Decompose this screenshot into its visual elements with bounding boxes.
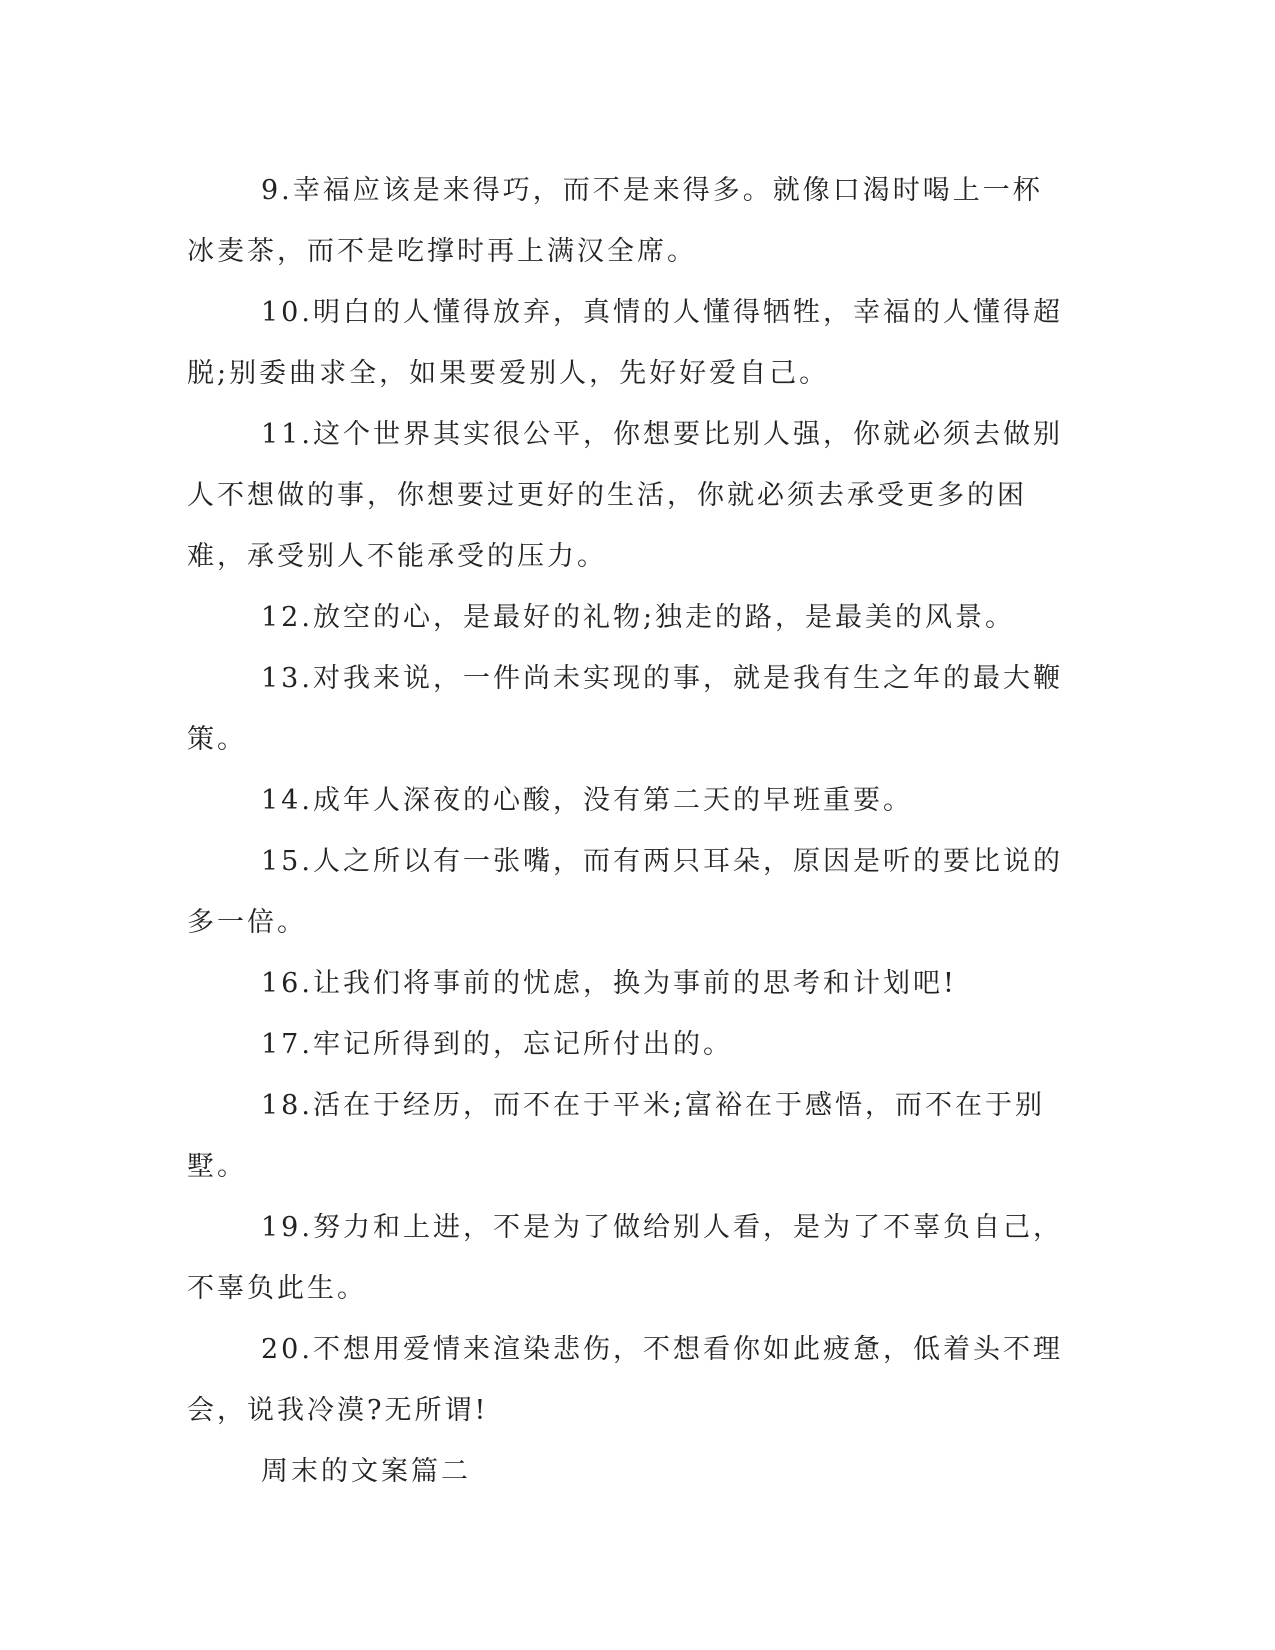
paragraph-9: 9.幸福应该是来得巧，而不是来得多。就像口渴时喝上一杯冰麦茶，而不是吃撑时再上满汉全席。 (187, 175, 1043, 267)
paragraph-18: 18.活在于经历，而不在于平米;富裕在于感悟，而不在于别墅。 (187, 1090, 1046, 1182)
paragraph-10: 10.明白的人懂得放弃，真情的人懂得牺牲，幸福的人懂得超脱;别委曲求全，如果要爱别人，先好好爱自己。 (187, 297, 1063, 389)
paragraph-20: 20.不想用爱情来渲染悲伤，不想看你如此疲惫，低着头不理会，说我冷漠?无所谓! (187, 1334, 1063, 1426)
paragraph-19: 19.努力和上进，不是为了做给别人看，是为了不辜负自己，不辜负此生。 (187, 1212, 1063, 1304)
paragraph-14: 14.成年人深夜的心酸，没有第二天的早班重要。 (261, 785, 913, 816)
document-body (187, 160, 1067, 1502)
paragraph-15: 15.人之所以有一张嘴，而有两只耳朵，原因是听的要比说的多一倍。 (187, 846, 1063, 938)
paragraph-11: 11.这个世界其实很公平，你想要比别人强，你就必须去做别人不想做的事，你想要过更好的生活，你就必须去承受更多的困难，承受别人不能承受的压力。 (187, 419, 1063, 572)
paragraph-13: 13.对我来说，一件尚未实现的事，就是我有生之年的最大鞭策。 (187, 663, 1063, 755)
paragraph-12: 12.放空的心，是最好的礼物;独走的路，是最美的风景。 (261, 602, 1016, 633)
paragraph-17: 17.牢记所得到的，忘记所付出的。 (261, 1029, 733, 1060)
paragraph-16: 16.让我们将事前的忧虑，换为事前的思考和计划吧! (261, 968, 957, 999)
section-heading: 周末的文案篇二 (261, 1456, 471, 1487)
